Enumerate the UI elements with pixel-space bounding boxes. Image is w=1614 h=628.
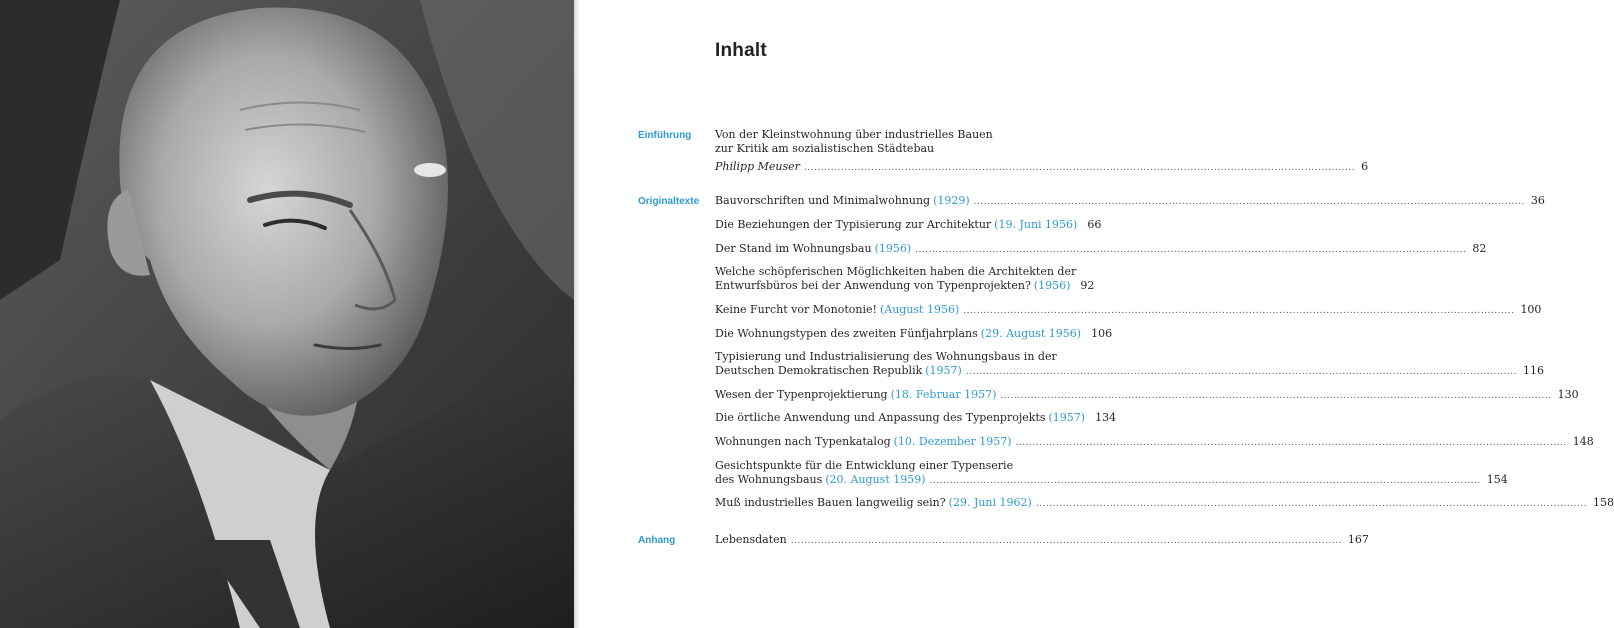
leader-dots: .................................................................................................................................................................... <box>973 197 1525 207</box>
entry-date: (1957) <box>1048 411 1086 424</box>
entry-title: Deutschen Demokratischen Republik <box>715 364 923 377</box>
toc-entry-10[interactable] <box>715 435 1594 450</box>
entry-title: Die Beziehungen der Typisierung zur Architektur <box>715 218 992 231</box>
toc-entry-9[interactable] <box>715 411 1117 426</box>
page-number: 106 <box>1091 327 1113 340</box>
leader-dots: .................................................................................................................................................................... <box>929 476 1481 486</box>
entry-title: des Wohnungsbaus <box>715 473 823 486</box>
leader-dots: .................................................................................................................................................................... <box>1035 499 1588 509</box>
entry-date: (1956) <box>1033 279 1071 292</box>
entry-title: Muß industrielles Bauen langweilig sein? <box>715 496 946 509</box>
page-number: 148 <box>1572 435 1594 448</box>
page-number: 82 <box>1472 242 1487 255</box>
contents-page <box>580 0 1614 628</box>
entry-title: Entwurfsbüros bei der Anwendung von Typenprojekten? <box>715 279 1031 292</box>
toc-entry-6[interactable] <box>715 327 1113 342</box>
toc-entry-intro[interactable] <box>715 128 1369 175</box>
entry-title: Wesen der Typenprojektierung <box>715 388 888 401</box>
leader-dots: .................................................................................................................................................................... <box>915 245 1467 255</box>
leader-dots: .................................................................................................................................................................... <box>790 536 1342 546</box>
toc-entry-5[interactable] <box>715 303 1542 318</box>
entry-title: Welche schöpferischen Möglichkeiten haben die Architekten der <box>715 265 1077 278</box>
toc-entry-2[interactable] <box>715 218 1102 233</box>
toc-entry-3[interactable] <box>715 242 1487 257</box>
entry-date: (18. Februar 1957) <box>890 388 997 401</box>
portrait-photo <box>0 0 574 628</box>
entry-date: (1929) <box>933 194 970 207</box>
entry-date: (10. Dezember 1957) <box>893 435 1012 448</box>
toc-entry-7[interactable] <box>715 350 1545 379</box>
page-number: 36 <box>1530 194 1545 207</box>
section-label-originaltexte: Originaltexte <box>638 196 700 207</box>
toc-entry-appendix[interactable] <box>715 533 1369 548</box>
entry-title: Die Wohnungstypen des zweiten Fünfjahrplans <box>715 327 978 340</box>
page-number: 130 <box>1557 388 1579 401</box>
entry-date: (August 1956) <box>879 303 960 316</box>
entry-date: (1957) <box>925 364 962 377</box>
entry-title: Lebensdaten <box>715 533 787 546</box>
toc-entry-12[interactable] <box>715 496 1614 511</box>
section-label-anhang: Anhang <box>638 535 676 546</box>
page-number: 158 <box>1593 496 1614 509</box>
entry-title: Bauvorschriften und Minimalwohnung <box>715 194 931 207</box>
page-number: 66 <box>1087 218 1102 231</box>
toc-entry-1[interactable] <box>715 194 1545 209</box>
entry-title: Gesichtspunkte für die Entwicklung einer Typenserie <box>715 459 1014 472</box>
entry-author: Philipp Meuser <box>715 160 800 173</box>
page-number: 6 <box>1361 160 1369 173</box>
entry-title: Die örtliche Anwendung und Anpassung des Typenprojekts <box>715 411 1046 424</box>
entry-date: (29. August 1956) <box>980 327 1082 340</box>
page-number: 154 <box>1486 473 1508 486</box>
page-number: 100 <box>1520 303 1542 316</box>
entry-title: Keine Furcht vor Monotonie! <box>715 303 877 316</box>
entry-date: (29. Juni 1962) <box>948 496 1032 509</box>
leader-dots: .................................................................................................................................................................... <box>963 306 1515 316</box>
entry-title: Typisierung und Industrialisierung des Wohnungsbaus in der <box>715 350 1057 363</box>
entry-date: (20. August 1959) <box>825 473 926 486</box>
page-number: 92 <box>1080 279 1095 292</box>
leader-dots: .................................................................................................................................................................... <box>1015 438 1567 448</box>
page-number: 116 <box>1523 364 1545 377</box>
toc-entry-11[interactable] <box>715 459 1508 488</box>
entry-title: Wohnungen nach Typenkatalog <box>715 435 891 448</box>
page-number: 134 <box>1095 411 1117 424</box>
entry-title: Von der Kleinstwohnung über industrielles Bauen <box>715 128 993 141</box>
entry-title: zur Kritik am sozialistischen Städtebau <box>715 142 935 155</box>
leader-dots: .................................................................................................................................................................... <box>1000 391 1552 401</box>
portrait-illustration <box>0 0 574 628</box>
leader-dots: .................................................................................................................................................................... <box>965 367 1518 377</box>
entry-date: (19. Juni 1956) <box>994 218 1078 231</box>
entry-date: (1956) <box>874 242 912 255</box>
section-label-einfuehrung: Einführung <box>638 130 692 141</box>
page-title: Inhalt <box>715 40 767 61</box>
page-number: 167 <box>1347 533 1369 546</box>
leader-dots: .................................................................................................................................................................... <box>803 163 1356 173</box>
toc-entry-8[interactable] <box>715 388 1579 403</box>
entry-title: Der Stand im Wohnungsbau <box>715 242 872 255</box>
toc-entry-4[interactable] <box>715 265 1095 294</box>
